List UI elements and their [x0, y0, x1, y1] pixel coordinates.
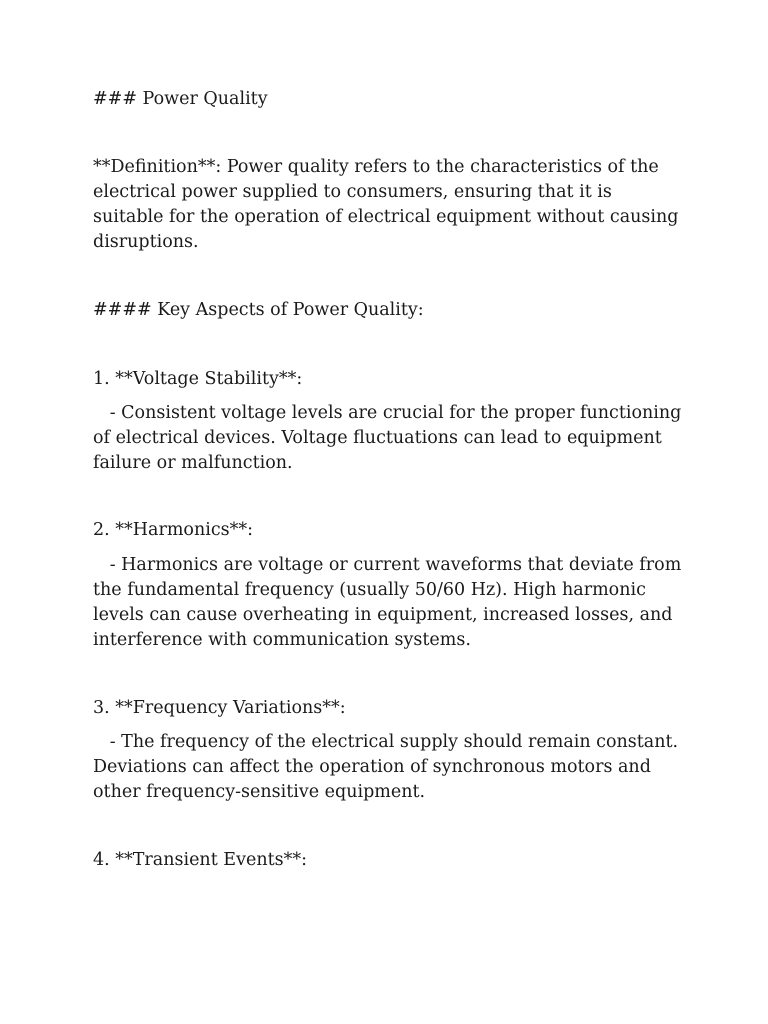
list-item-title: 2. **Harmonics**:: [93, 520, 253, 540]
page-heading: ### Power Quality: [93, 89, 268, 109]
section-subheading: #### Key Aspects of Power Quality:: [93, 300, 424, 320]
definition-line: electrical power supplied to consumers, ensuring that it is: [93, 182, 612, 202]
list-item-body: - Consistent voltage levels are crucial for the proper functioning: [93, 403, 682, 423]
list-item-title: 3. **Frequency Variations**:: [93, 698, 346, 718]
list-item-body: levels can cause overheating in equipment, increased losses, and: [93, 605, 673, 625]
list-item-body: - Harmonics are voltage or current waveforms that deviate from: [93, 555, 682, 575]
list-item-body: other frequency-sensitive equipment.: [93, 782, 426, 802]
list-item-body: failure or malfunction.: [93, 453, 293, 473]
list-item-body: interference with communication systems.: [93, 630, 471, 650]
list-item-body: of electrical devices. Voltage fluctuations can lead to equipment: [93, 428, 662, 448]
list-item-body: - The frequency of the electrical supply should remain constant.: [93, 732, 679, 752]
list-item-title: 4. **Transient Events**:: [93, 850, 307, 870]
list-item-body: the fundamental frequency (usually 50/60 Hz). High harmonic: [93, 580, 646, 600]
definition-line: suitable for the operation of electrical equipment without causing: [93, 207, 679, 227]
list-item-title: 1. **Voltage Stability**:: [93, 369, 303, 389]
definition-line: disruptions.: [93, 232, 199, 252]
list-item-body: Deviations can affect the operation of synchronous motors and: [93, 757, 651, 777]
definition-line: **Definition**: Power quality refers to the characteristics of the: [93, 157, 659, 177]
